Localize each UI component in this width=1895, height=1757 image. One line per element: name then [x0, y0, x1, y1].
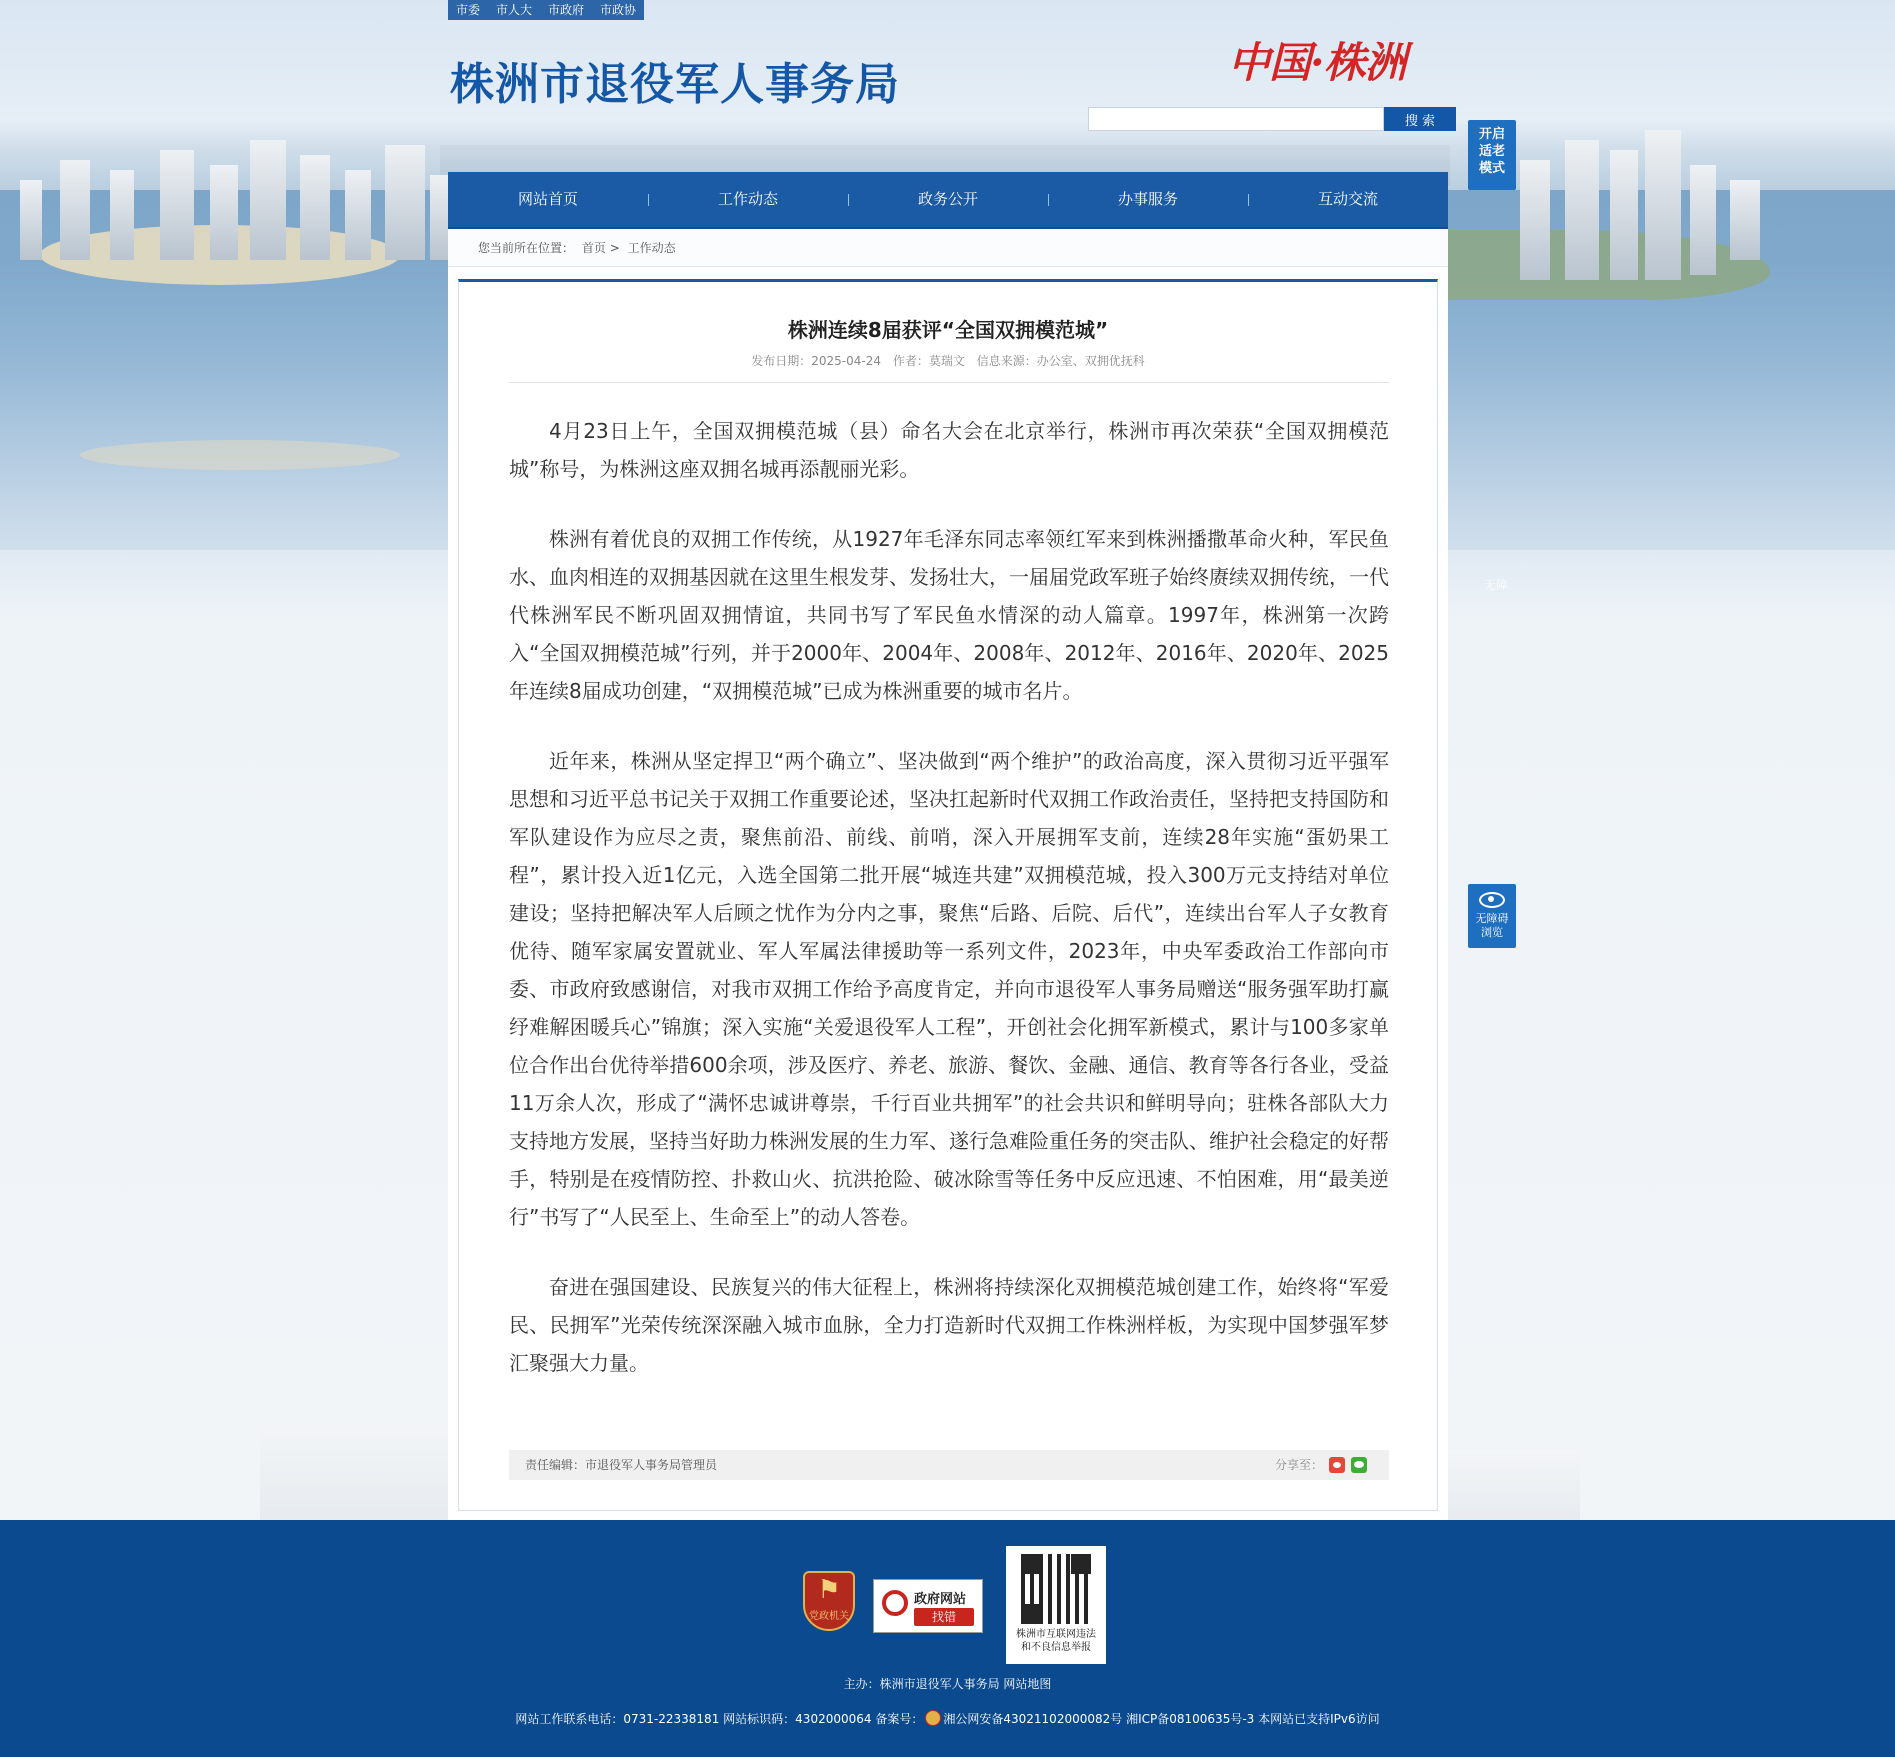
paragraph: 奋进在强国建设、民族复兴的伟大征程上，株洲将持续深化双拥模范城创建工作，始终将“军爱民、民拥军”光荣传统深深融入城市血脉，全力打造新时代双拥工作株洲样板，为实现中国梦强军梦汇聚强大力量。: [509, 1275, 1389, 1375]
article-title: 株洲连续8届获评“全国双拥模范城”: [787, 318, 1109, 342]
top-link-cppcc[interactable]: 市政协: [592, 0, 644, 20]
qr-caption: 株洲市互联网违法和不良信息举报: [1016, 1629, 1096, 1653]
ipv6-note: 本网站已支持IPv6访问: [1258, 1712, 1380, 1726]
editor-label: 责任编辑：: [525, 1458, 586, 1472]
nav-interaction[interactable]: 互动交流: [1248, 172, 1448, 227]
qr-code-icon: [1021, 1554, 1091, 1624]
find-error-line1: 政府网站: [914, 1592, 967, 1607]
contact-phone: 0731-22338181: [623, 1712, 720, 1726]
title-divider: [509, 382, 1389, 383]
editor-name: 市退役军人事务局管理员: [585, 1458, 718, 1472]
site-title[interactable]: 株洲市退役军人事务局: [450, 59, 900, 110]
search-button[interactable]: 搜 索: [1384, 107, 1456, 131]
article-footer: [509, 1450, 1389, 1480]
find-error-badge[interactable]: [873, 1579, 983, 1633]
paragraph: 近年来，株洲从坚定捍卫“两个确立”、坚决做到“两个维护”的政治高度，深入贯彻习近平强军思想和习近平总书记关于双拥工作重要论述，坚决扛起新时代双拥工作政治责任，坚持把支持国防和军队建设作为应尽之责，聚焦前沿、前线、前哨，深入开展拥军支前，连续28年实施“蛋奶果工程”，累计投入近1亿元，入选全国第二批开展“城连共建”双拥模范城，投入300万元支持结对单位建设；坚持把解决军人后顾之忧作为分内之事，聚焦“后路、后院、后代”，连续出台军人子女教育优待、随军家属安置就业、军人军属法律援助等一系列文件，2023年，中央军委政治工作部向市委、市政府致感谢信，对我市双拥工作给予高度肯定，并向市退役军人事务局赠送“服务强军助打赢 纾难解困暖兵心”锦旗；深入实施“关爱退役军人工程”，开创社会化拥军新模式，累计与100多家单位合作出台优待举措600余项，涉及医疗、养老、旅游、餐饮、金融、通信、教育等各行各业，受益11万余人次，形成了“满怀忠诚讲尊崇，千行百业共拥军”的社会共识和鲜明导向；驻株各部队大力支持地方发展，坚持当好助力株洲发展的生力军、遂行急难险重任务的突击队、维护社会稳定的好帮手，特别是在疫情防控、扑救山火、抗洪抢险、破冰除雪等任务中反应迅速、不怕困难，用“最美逆行”书写了“人民至上、生命至上”的动人答卷。: [509, 749, 1389, 1229]
side-ghost-text: 无障: [1484, 578, 1509, 592]
main-nav: [448, 172, 1448, 229]
top-links: [448, 0, 644, 20]
contact-label: 网站工作联系电话：: [515, 1712, 624, 1726]
party-badge-label: 党政机关: [809, 1611, 849, 1622]
icp-link[interactable]: 湘ICP备08100635号-3: [1126, 1712, 1255, 1726]
content-frame: [448, 229, 1448, 1520]
site-id-label: 网站标识码：: [723, 1712, 796, 1726]
article-body: [509, 412, 1389, 1414]
skyline-left: [0, 140, 460, 270]
accessibility-label: 无障碍浏览: [1475, 912, 1509, 939]
nav-work-news[interactable]: 工作动态: [648, 172, 848, 227]
record-label: 备案号：: [875, 1712, 924, 1726]
search-box: [1088, 107, 1456, 131]
elder-mode-label: 开启适老模式: [1478, 127, 1505, 176]
footer-info-line: [0, 1710, 1895, 1727]
party-emblem-icon: ⚑: [817, 1575, 841, 1605]
find-error-line2: 找错: [914, 1608, 974, 1626]
accessibility-button[interactable]: [1468, 884, 1516, 948]
eye-icon: [1479, 892, 1505, 908]
nav-home[interactable]: 网站首页: [517, 190, 578, 208]
sponsor-line: 主办：株洲市退役军人事务局 网站地图: [843, 1677, 1052, 1691]
party-gov-badge[interactable]: [803, 1571, 855, 1631]
breadcrumb-separator: >: [609, 241, 620, 255]
police-record-link[interactable]: 湘公网安备43021102000082号: [943, 1712, 1123, 1726]
paragraph: 株洲有着优良的双拥工作传统，从1927年毛泽东同志率领红军来到株洲播撒革命火种，军民鱼水、血肉相连的双拥基因就在这里生根发芽、发扬壮大，一届届党政军班子始终赓续双拥传统，一代代株洲军民不断巩固双拥情谊，共同书写了军民鱼水情深的动人篇章。1997年，株洲第一次跨入“全国双拥模范城”行列，并于2000年、2004年、2008年、2012年、2016年、2020年、2025年连续8届成功创建，“双拥模范城”已成为株洲重要的城市名片。: [509, 527, 1389, 703]
magnifier-icon: [882, 1590, 908, 1616]
date-label: 发布日期：: [751, 354, 812, 368]
top-link-party[interactable]: 市委: [448, 0, 488, 20]
site-id: 4302000064: [795, 1712, 872, 1726]
city-logo: 中国·株洲: [1228, 38, 1406, 87]
share-label: 分享至：: [1274, 1458, 1323, 1472]
article: [458, 279, 1438, 1511]
breadcrumb-prefix: 您当前所在位置：: [478, 241, 575, 255]
sandbank-left-lower: [80, 440, 400, 470]
publish-date: 2025-04-24: [811, 354, 882, 368]
nav-services[interactable]: 办事服务: [1048, 172, 1248, 227]
author-label: 作者：: [892, 354, 929, 368]
nav-gov-info[interactable]: 政务公开: [848, 172, 1048, 227]
faint-buildings-right: [1430, 1450, 1580, 1520]
top-link-government[interactable]: 市政府: [540, 0, 592, 20]
source-name: 办公室、双拥优抚科: [1036, 354, 1145, 368]
breadcrumb-home[interactable]: 首页: [581, 241, 606, 255]
police-badge-icon: [925, 1710, 941, 1726]
breadcrumb-current[interactable]: 工作动态: [627, 241, 676, 255]
search-input[interactable]: [1088, 107, 1384, 131]
author-name: 莫瑞文: [928, 354, 965, 368]
breadcrumb: [448, 229, 1448, 267]
weibo-share-icon[interactable]: [1329, 1457, 1345, 1473]
wechat-share-icon[interactable]: [1351, 1457, 1367, 1473]
elder-mode-button[interactable]: [1468, 120, 1516, 190]
paragraph: 4月23日上午，全国双拥模范城（县）命名大会在北京举行，株洲市再次荣获“全国双拥模范城”称号，为株洲这座双拥名城再添靓丽光彩。: [509, 419, 1389, 481]
site-footer: [0, 1520, 1895, 1757]
article-meta: [459, 352, 1437, 369]
report-qr-code[interactable]: [1006, 1546, 1106, 1664]
source-label: 信息来源：: [976, 354, 1037, 368]
share-bar: [1275, 1450, 1367, 1480]
top-link-congress[interactable]: 市人大: [488, 0, 540, 20]
